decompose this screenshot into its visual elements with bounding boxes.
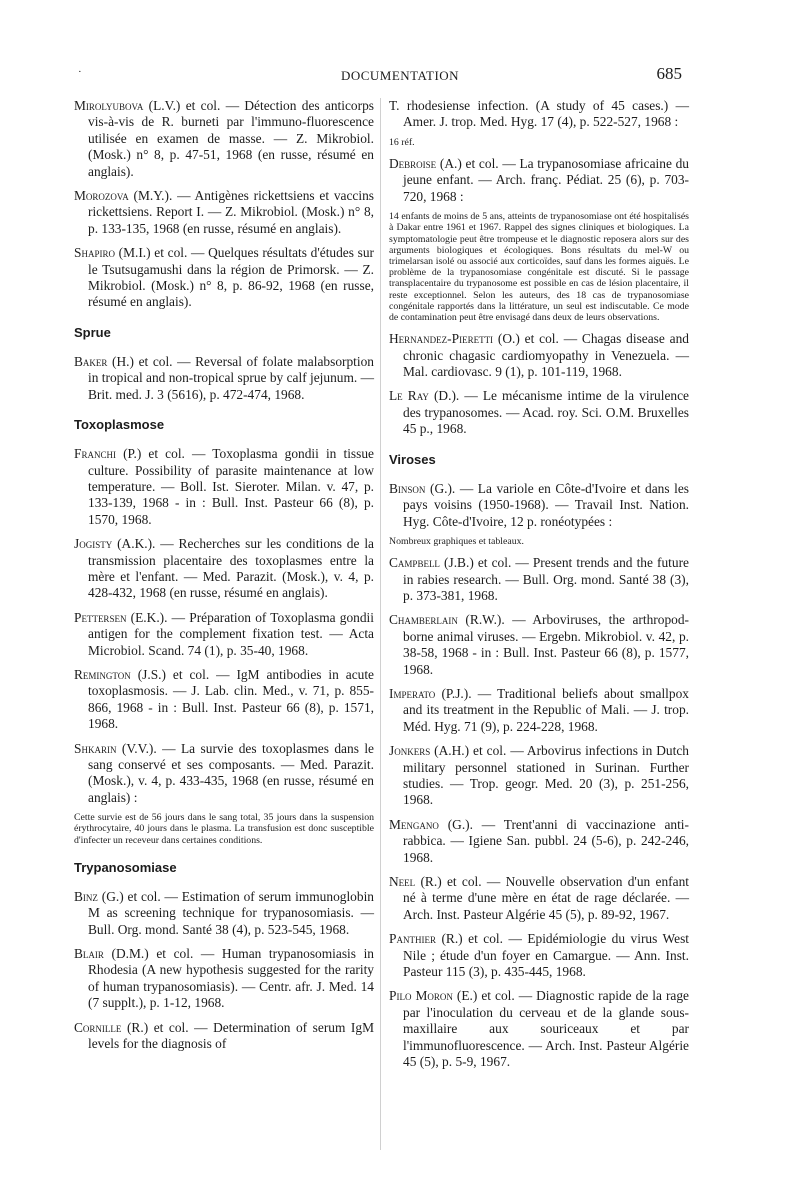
entry-citation: (M.Y.). — Antigènes rickettsiens et vaccins rickettsiens. Report I. — Z. Mikrobiol. (Mosk.) n° 8, p. 133-135, 1968 (en russe, résumé en anglais). [88, 188, 374, 236]
page-number: 685 [656, 64, 682, 83]
right-column [389, 98, 689, 1079]
entry-citation: (L.V.) et col. — Détection des anticorps vis-à-vis de R. burneti par l'immuno-fluorescence utilisée en examen de masse. — Z. Mikrobiol. (Mosk.) n° 8, p. 47-51, 1968 (en russe, résumé en anglais). [88, 98, 374, 179]
entry-author: Mengano [389, 816, 439, 832]
section-heading: Sprue [74, 324, 111, 340]
entry-author: Morozova [74, 188, 129, 204]
entry-author: Chamberlain [389, 612, 458, 628]
entry-author: Cornille [74, 1019, 122, 1035]
entry-citation: (O.) et col. — Chagas disease and chronic chagasic cardiomyopathy in Venezuela. — Mal. cardiovasc. 9 (1), p. 101-119, 1968. [403, 331, 689, 380]
bibliography-entry [389, 874, 689, 923]
bibliography-entry [389, 743, 689, 809]
bibliography-entry [74, 354, 374, 403]
page-header [0, 64, 800, 88]
entry-citation: (J.B.) et col. — Present trends and the future in rabies research. — Bull. Org. mond. Santé 38 (3), p. 373-381, 1968. [403, 555, 689, 603]
entry-author: Debroise [389, 156, 437, 172]
entry-author: Blair [74, 946, 104, 962]
entry-author: Shapiro [74, 245, 115, 261]
entry-author: Pilo Moron [389, 988, 453, 1004]
entry-citation: (A.K.). — Recherches sur les conditions de la transmission placentaire des toxoplasmes entre la mère et l'enfant. — Med. Parazit. (Mosk.), v. 4, p. 428-432, 1968 (en russe, résumé en anglais). [88, 536, 374, 601]
entry-citation: (E.K.). — Préparation of Toxoplasma gondii antigen for the complement fixation test. — Acta Microbiol. Scand. 74 (1), p. 35-40, 1968. [88, 609, 374, 658]
entry-citation: (G.). — La variole en Côte-d'Ivoire et dans les pays voisins (1950-1968). — Travail Inst. Nation. Hyg. Côte-d'Ivoire, 12 p. ronéotypées : [403, 480, 689, 529]
entry-author: Franchi [74, 446, 116, 462]
entry-author: Mirolyubova [74, 98, 144, 113]
annotation-note: 16 réf. [389, 136, 415, 148]
entry-author: Binson [389, 480, 426, 496]
bibliography-entry [74, 667, 374, 733]
entry-citation: (D.M.) et col. — Human trypanosomiasis in Rhodesia (A new hypothesis suggested for the rarity of human trypanosomiasis). — Centr. afr. J. Med. 14 (7 supplt.), p. 1-12, 1968. [88, 946, 374, 1011]
entry-author: Shkarin [74, 740, 117, 756]
bibliography-entry [74, 446, 374, 528]
entry-citation: T. rhodesiense infection. (A study of 45 cases.) — Amer. J. trop. Med. Hyg. 17 (4), p. 522-527, 1968 : [389, 98, 689, 130]
entry-citation: (M.I.) et col. — Quelques résultats d'études sur le Tsutsugamushi dans la région de Primorsk. — Z. Mikrobiol. (Mosk.) n° 8, p. 86-92, 1968 (en russe, résumé en anglais). [88, 245, 374, 310]
bibliography-entry [389, 555, 689, 604]
entry-author: Imperato [389, 685, 436, 701]
section-heading: Trypanosomiase [74, 859, 177, 875]
bibliography-entry [389, 686, 689, 735]
entry-author: Binz [74, 888, 98, 904]
bibliography-entry [74, 889, 374, 938]
bibliography-entry [74, 245, 374, 311]
bibliography-entry [74, 98, 374, 180]
annotation-note: 14 enfants de moins de 5 ans, atteints de trypanosomiase ont été hospitalisés à Dakar entre 1961 et 1967. Rappel des signes cliniques et biologiques. La symptomatologie peut être trompeuse et le diagnostic reposera alors sur des arguments biologiques et écologiques. Bons résultats du mel-W ou trimelarsan isolé ou associé aux corticoïdes, sauf dans les formes aiguës. Le problème de la trypanosomiase congénitale est discuté. Si le passage transplacentaire du trypanosome est possible en cas de lésion placentaire, il reste exceptionnel. Selon les auteurs, des 18 cas de trypanosomiase congénitale rapportés dans la littérature, un seul est indiscutable. Ce mode de contamination peut être envisagé dans deux de leurs observations. [389, 211, 689, 324]
entry-citation: (A.H.) et col. — Arbovirus infections in Dutch military personnel stationed in Surinan. Further studies. — Trop. geogr. Med. 20 (3), p. 251-256, 1968. [403, 743, 689, 808]
running-title: DOCUMENTATION [340, 68, 460, 83]
entry-author: Panthier [389, 931, 436, 947]
bibliography-entry [389, 388, 689, 437]
bibliography-entry [74, 610, 374, 659]
entry-citation: (G.) et col. — Estimation of serum immunoglobin M as screening technique for trypanosomiasis. — Bull. Org. mond. Santé 38 (4), p. 523-545, 1968. [88, 888, 374, 937]
entry-author: Pettersen [74, 609, 127, 625]
bibliography-entry [74, 536, 374, 602]
annotation-note: Cette survie est de 56 jours dans le sang total, 35 jours dans la suspension érythrocytaire, 40 jours dans le plasma. La transfusion est donc susceptible d'infecter un receveur dans certaines conditions. [74, 812, 374, 846]
bibliography-entry [74, 188, 374, 237]
entry-citation: (E.) et col. — Diagnostic rapide de la rage par l'inoculation du cerveau et de la glande sous-maxillaire aux souriceaux et par l'immunofluorescence. — Arch. Inst. Pasteur Algérie 45 (5), p. 5-9, 1967. [403, 988, 690, 1070]
bibliography-entry [389, 156, 689, 205]
bibliography-entry [389, 331, 689, 380]
bibliography-entry [74, 741, 374, 807]
bibliography-entry [389, 98, 689, 131]
entry-author: Hernandez-Pieretti [389, 331, 494, 347]
column-divider [380, 98, 381, 1150]
entry-author: Jonkers [389, 743, 431, 759]
left-column [74, 98, 374, 1060]
bibliography-entry [389, 988, 689, 1070]
entry-author: Baker [74, 353, 108, 369]
section-heading: Viroses [389, 451, 436, 467]
entry-citation: (R.) et col. — Epidémiologie du virus West Nile ; étude d'un foyer en Camargue. — Ann. Inst. Pasteur 115 (3), p. 435-445, 1968. [403, 931, 689, 980]
bibliography-entry [389, 481, 689, 530]
entry-citation: (D.). — Le mécanisme intime de la virulence des trypanosomes. — Acad. roy. Sci. O.M. Bruxelles 45 p., 1968. [403, 388, 689, 437]
entry-citation: (R.) et col. — Nouvelle observation d'un enfant né à terme d'une mère en état de rage déclarée. — Arch. Inst. Pasteur Algérie 45 (5), p. 89-92, 1967. [403, 874, 689, 922]
entry-citation: (H.) et col. — Reversal of folate malabsorption in tropical and non-tropical sprue by calf jejunum. — Brit. med. J. 3 (5616), p. 472-474, 1968. [88, 353, 374, 402]
bibliography-entry [74, 1020, 374, 1053]
entry-citation: (G.). — Trent'anni di vaccinazione anti-rabbica. — Igiene San. pubbl. 24 (5-6), p. 242-246, 1968. [403, 816, 689, 865]
entry-author: Campbell [389, 555, 440, 571]
entry-citation: (J.S.) et col. — IgM antibodies in acute toxoplasmosis. — J. Lab. clin. Med., v. 71, p. 855-866, 1968 - in : Bull. Inst. Pasteur 66 (8), p. 1571, 1968. [88, 666, 374, 732]
entry-citation: (P.J.). — Traditional beliefs about smallpox and its treatment in the Republic of Mali. — J. trop. Méd. Hyg. 71 (9), p. 224-228, 1968. [403, 685, 689, 734]
bibliography-entry [74, 946, 374, 1012]
bibliography-entry [389, 612, 689, 678]
entry-citation: (R.) et col. — Determination of serum IgM levels for the diagnosis of [88, 1019, 374, 1052]
bibliography-entry [389, 817, 689, 866]
entry-citation: (R.W.). — Arboviruses, the arthropod-borne animal viruses. — Ergebn. Mikrobiol. v. 42, p. 38-58, 1968 - in : Bull. Inst. Pasteur 66 (8), p. 1577, 1968. [403, 612, 689, 677]
entry-author: Jogisty [74, 536, 113, 552]
entry-author: Neel [389, 874, 416, 890]
header-mark: · [78, 66, 82, 78]
entry-citation: (P.) et col. — Toxoplasma gondii in tissue culture. Possibility of parasite maintenance at low temperature. — Boll. Ist. Sieroter. Milan. v. 47, p. 133-139, 1968 - in : Bull. Inst. Pasteur 66 (8), p. 1570, 1968. [88, 446, 374, 527]
entry-citation: (V.V.). — La survie des toxoplasmes dans le sang conservé et ses composants. — Med. Parazit. (Mosk.), v. 4, p. 433-435, 1968 (en russe, résumé en anglais) : [88, 740, 374, 805]
section-heading: Toxoplasmose [74, 417, 165, 433]
bibliography-entry [389, 931, 689, 980]
entry-citation: (A.) et col. — La trypanosomiase africaine du jeune enfant. — Arch. franç. Pédiat. 25 (6), p. 703-720, 1968 : [403, 156, 689, 204]
entry-author: Remington [74, 666, 131, 682]
annotation-note: Nombreux graphiques et tableaux. [389, 535, 524, 547]
entry-author: Le Ray [389, 388, 429, 404]
